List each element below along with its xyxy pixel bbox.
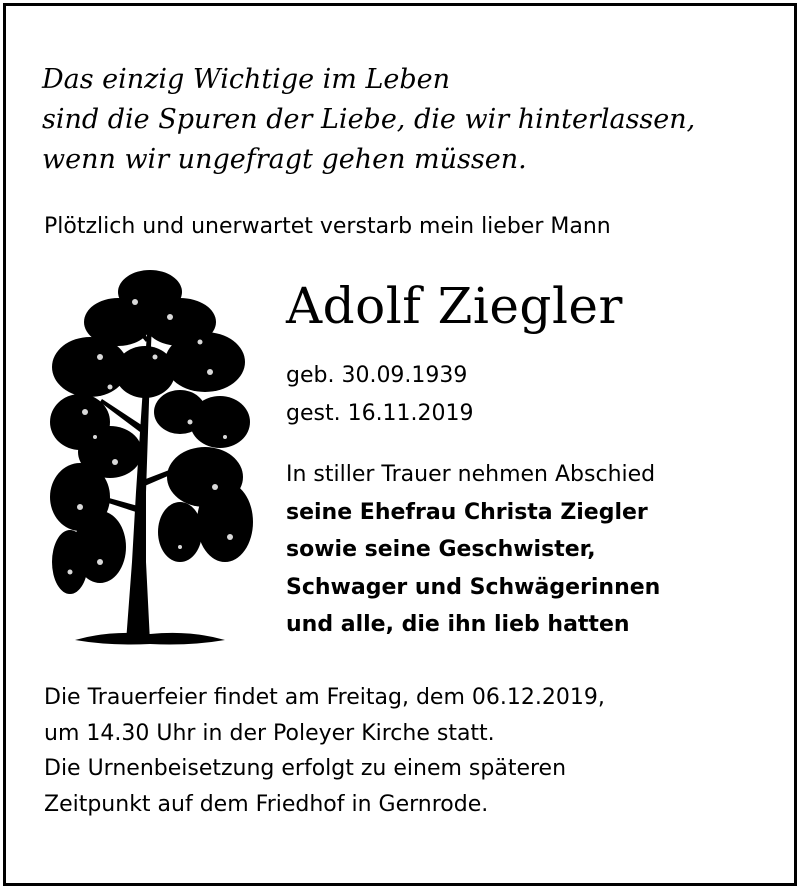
mourners-intro: In stiller Trauer nehmen Abschied xyxy=(286,462,656,487)
quote-line-2: sind die Spuren der Liebe, die wir hinterlassen, xyxy=(42,104,696,135)
quote-line-3: wenn wir ungefragt gehen müssen. xyxy=(42,144,527,175)
mourner-line: Schwager und Schwägerinnen xyxy=(286,574,661,600)
mourner-line: seine Ehefrau Christa Ziegler xyxy=(286,499,648,525)
ceremony-line: um 14.30 Uhr in der Poleyer Kirche statt. xyxy=(44,720,495,746)
ceremony-line: Zeitpunkt auf dem Friedhof in Gernrode. xyxy=(44,791,489,817)
ceremony-details xyxy=(44,680,605,822)
birth-date: geb. 30.09.1939 xyxy=(286,363,468,388)
mourners xyxy=(286,456,660,644)
mourner-line: und alle, die ihn lieb hatten xyxy=(286,612,630,637)
ceremony-line: Die Trauerfeier findet am Freitag, dem 06.12.2019, xyxy=(44,685,605,710)
birch-tree-icon xyxy=(40,262,260,666)
quote-line-1: Das einzig Wichtige im Leben xyxy=(42,64,451,95)
death-announcement: Plötzlich und unerwartet verstarb mein lieber Mann xyxy=(44,214,611,239)
quote xyxy=(42,60,695,180)
ceremony-line: Die Urnenbeisetzung erfolgt zu einem späteren xyxy=(44,756,567,781)
life-dates xyxy=(286,357,474,433)
death-date: gest. 16.11.2019 xyxy=(286,401,474,426)
deceased-name: Adolf Ziegler xyxy=(286,277,623,335)
mourner-line: sowie seine Geschwister, xyxy=(286,537,596,562)
